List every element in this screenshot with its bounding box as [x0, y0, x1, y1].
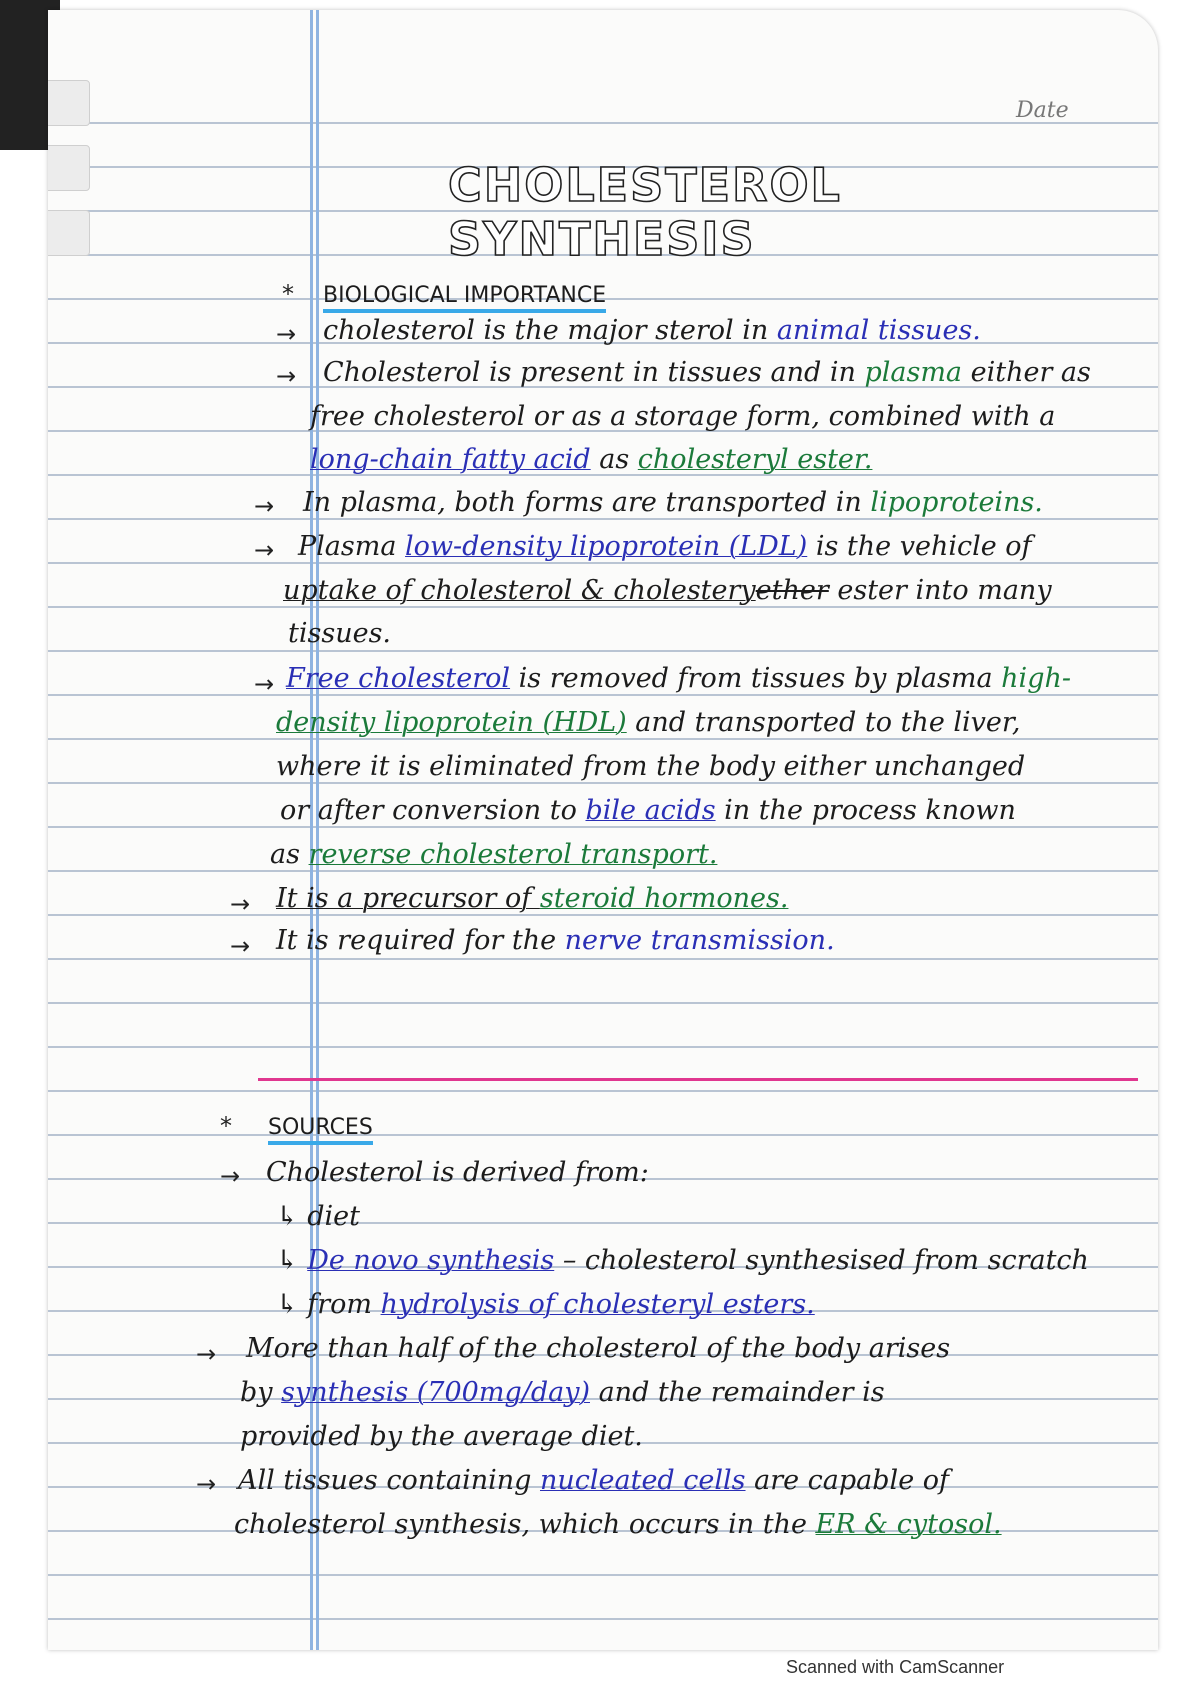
note-text: nucleated cells: [539, 1465, 746, 1496]
note-line: [270, 839, 717, 870]
note-text: from: [307, 1289, 381, 1320]
ruled-line: [48, 1002, 1158, 1004]
note-line: [240, 1377, 885, 1408]
note-line: [303, 487, 1043, 518]
note-text: is the vehicle of: [807, 531, 1032, 562]
ruled-line: [48, 518, 1158, 520]
note-text: Free cholesterol: [286, 663, 511, 694]
note-text: bile acids: [585, 795, 716, 826]
note-text: in the process known: [715, 795, 1016, 826]
arrow-bullet: →: [230, 890, 251, 918]
note-line: tissues.: [288, 618, 392, 649]
note-line: [323, 315, 981, 346]
note-text: It is a precursor of: [276, 883, 540, 914]
note-text: and the remainder is: [590, 1377, 885, 1408]
note-line: [276, 925, 835, 956]
note-text: lipoproteins.: [870, 487, 1043, 518]
note-line: [310, 444, 872, 475]
star-bullet: *: [282, 280, 294, 308]
note-text: and transported to the liver,: [626, 707, 1021, 738]
arrow-bullet: →: [230, 932, 251, 960]
note-text: as: [590, 444, 638, 475]
ruled-line: [48, 1618, 1158, 1620]
note-text: either as: [962, 357, 1091, 388]
binder-tab: [48, 145, 90, 191]
note-text: animal tissues.: [776, 315, 981, 346]
note-line: [298, 531, 1032, 562]
note-line: [323, 357, 1091, 388]
arrow-bullet: →: [196, 1470, 217, 1498]
note-text: All tissues containing: [238, 1465, 540, 1496]
note-text: reverse cholesterol transport.: [308, 839, 718, 870]
note-text: plasma: [864, 357, 963, 388]
arrow-bullet: →: [254, 536, 275, 564]
note-text: De novo synthesis: [307, 1245, 555, 1276]
note-text: nerve transmission.: [564, 925, 835, 956]
ruled-line: [48, 1222, 1158, 1224]
note-line: [276, 707, 1020, 738]
arrow-bullet: →: [254, 492, 275, 520]
note-text: are capable of: [745, 1465, 950, 1496]
note-text: long-chain fatty acid: [310, 444, 591, 475]
note-text: or after conversion to: [280, 795, 586, 826]
ruled-line: [48, 738, 1158, 740]
note-text: cholesterol is the major sterol in: [323, 315, 777, 346]
note-text: Plasma: [298, 531, 406, 562]
ruled-line: [48, 958, 1158, 960]
note-line: [276, 1245, 1089, 1276]
note-line: Cholesterol is derived from:: [266, 1157, 649, 1188]
note-line: [286, 663, 1071, 694]
note-line: More than half of the cholesterol of the body arises: [246, 1333, 951, 1364]
ruled-line: [48, 562, 1158, 564]
ruled-line: [48, 1090, 1158, 1092]
binder-tab: [48, 210, 90, 256]
note-line: [276, 883, 788, 914]
note-line: provided by the average diet.: [240, 1421, 643, 1452]
note-text: synthesis (700mg/day): [281, 1377, 590, 1408]
star-bullet: *: [220, 1112, 232, 1140]
ruled-line: [48, 650, 1158, 652]
ruled-line: [48, 870, 1158, 872]
arrow-bullet: →: [276, 320, 297, 348]
note-text: ester into many: [828, 575, 1052, 606]
note-text: steroid hormones.: [539, 883, 789, 914]
scanner-watermark: Scanned with CamScanner: [786, 1657, 1005, 1677]
ruled-line: [48, 826, 1158, 828]
note-text: low-density lipoprotein (LDL): [405, 531, 808, 562]
note-line: where it is eliminated from the body either unchanged: [276, 751, 1026, 782]
ruled-line: [48, 694, 1158, 696]
section-heading: SOURCES: [268, 1115, 373, 1145]
note-line: [280, 795, 1016, 826]
page-title: CHOLESTEROL SYNTHESIS: [448, 158, 842, 266]
note-text: ↳: [276, 1201, 299, 1232]
note-text: hydrolysis of cholesteryl esters.: [380, 1289, 815, 1320]
ruled-line: [48, 914, 1158, 916]
note-text: cholesteryl ester.: [637, 444, 873, 475]
note-line: [276, 1201, 360, 1232]
note-text: ether: [755, 575, 829, 606]
arrow-bullet: →: [196, 1340, 217, 1368]
ruled-line: [48, 1134, 1158, 1136]
note-text: ↳: [276, 1245, 299, 1276]
note-text: by: [240, 1377, 282, 1408]
binder-tab: [48, 80, 90, 126]
note-text: – cholesterol synthesised from scratch: [554, 1245, 1089, 1276]
page-background: [0, 0, 50, 1698]
note-text: ER & cytosol.: [815, 1509, 1002, 1540]
note-text: high-: [1001, 663, 1071, 694]
arrow-bullet: →: [254, 670, 275, 698]
note-text: ↳: [276, 1289, 299, 1320]
note-text: uptake of cholesterol & cholestery: [283, 575, 756, 606]
note-text: as: [270, 839, 309, 870]
ruled-line: [48, 1046, 1158, 1048]
ruled-line: [48, 122, 1158, 124]
note-line: [283, 575, 1052, 606]
date-label: Date: [1016, 98, 1069, 123]
note-text: diet: [307, 1201, 360, 1232]
ruled-line: [48, 782, 1158, 784]
note-text: cholesterol synthesis, which occurs in the: [234, 1509, 816, 1540]
section-divider: [258, 1078, 1138, 1081]
section-heading: BIOLOGICAL IMPORTANCE: [323, 283, 606, 313]
note-text: density lipoprotein (HDL): [276, 707, 627, 738]
arrow-bullet: →: [220, 1162, 241, 1190]
note-text: In plasma, both forms are transported in: [303, 487, 871, 518]
note-line: [234, 1509, 1002, 1540]
note-text: Cholesterol is present in tissues and in: [323, 357, 865, 388]
note-line: [238, 1465, 949, 1496]
note-line: [276, 1289, 815, 1320]
arrow-bullet: →: [276, 362, 297, 390]
ruled-line: [48, 606, 1158, 608]
note-line: free cholesterol or as a storage form, combined with a: [310, 401, 1056, 432]
ruled-line: [48, 1574, 1158, 1576]
notebook-page: [48, 10, 1158, 1650]
note-text: is removed from tissues by plasma: [510, 663, 1002, 694]
note-text: It is required for the: [276, 925, 565, 956]
